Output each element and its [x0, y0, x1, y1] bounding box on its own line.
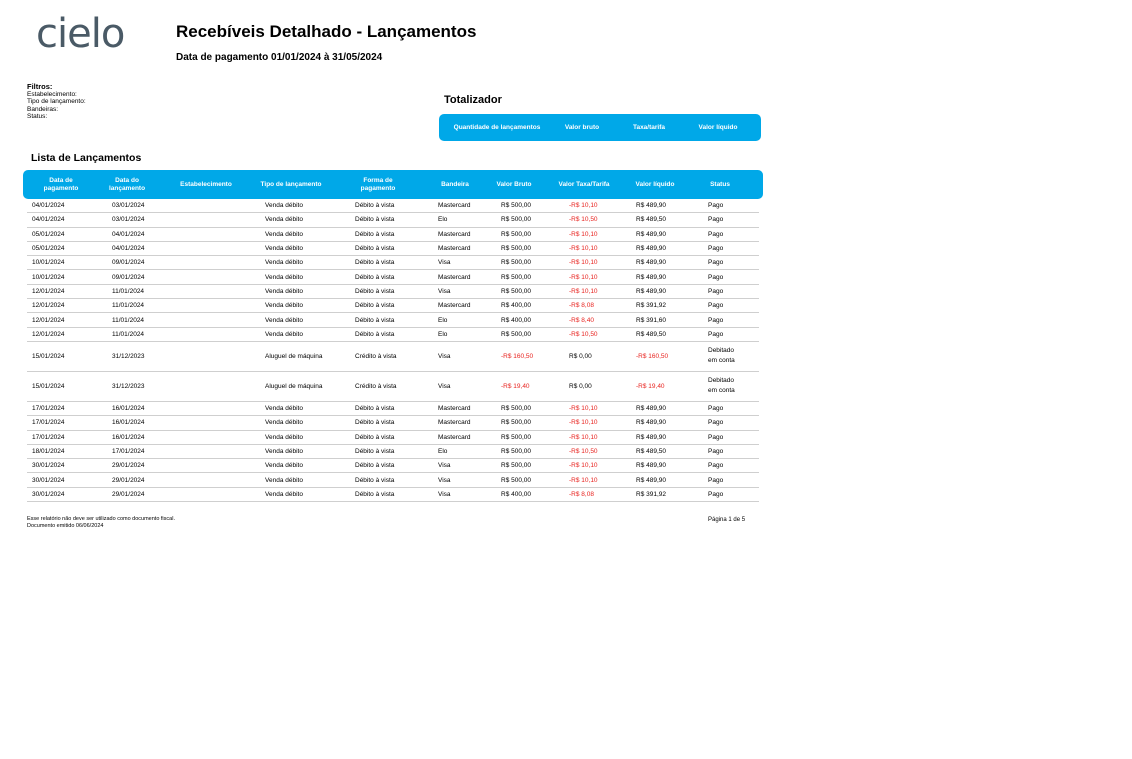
cell-net-value: R$ 489,90	[636, 245, 666, 253]
cell-establishment	[177, 431, 247, 444]
cell-payment-method: Débito à vista	[355, 405, 395, 413]
cell-entry-type: Venda débito	[265, 230, 303, 238]
cell-payment-method: Débito à vista	[355, 490, 395, 498]
issue-date: Documento emitido 06/06/2024	[27, 523, 104, 529]
col-establishment: Estabelecimento	[180, 180, 232, 188]
cell-net-value: R$ 489,90	[636, 230, 666, 238]
cell-gross-value: R$ 500,00	[501, 273, 531, 281]
cell-payment-date: 04/01/2024	[32, 202, 65, 210]
cell-payment-method: Débito à vista	[355, 287, 395, 295]
col-net-value: Valor líquido	[635, 180, 675, 188]
cell-payment-method: Débito à vista	[355, 259, 395, 267]
cell-gross-value: -R$ 160,50	[501, 352, 534, 360]
cell-payment-method: Débito à vista	[355, 230, 395, 238]
cell-payment-method: Débito à vista	[355, 448, 395, 455]
filters-panel	[27, 83, 86, 121]
cell-entry-type: Venda débito	[265, 245, 303, 253]
cell-entry-date: 29/01/2024	[112, 462, 145, 470]
cell-status: Pago	[708, 476, 724, 484]
cell-net-value: R$ 489,90	[636, 287, 666, 295]
cell-establishment	[177, 228, 247, 241]
cell-entry-type: Venda débito	[265, 405, 303, 413]
cell-brand: Visa	[438, 352, 451, 360]
totalizer-title: Totalizador	[444, 94, 502, 106]
cell-status: Pago	[708, 230, 724, 238]
cell-establishment	[177, 416, 247, 429]
cell-net-value: R$ 489,90	[636, 273, 666, 281]
cell-payment-method: Débito à vista	[355, 245, 395, 253]
cell-status: Pago	[708, 448, 724, 455]
cell-gross-value: R$ 400,00	[501, 490, 531, 498]
filter-establishment: Estabelecimento:	[27, 90, 77, 98]
cell-payment-method: Débito à vista	[355, 302, 395, 310]
cell-entry-type: Venda débito	[265, 433, 303, 441]
cell-entry-date: 11/01/2024	[112, 302, 145, 310]
table-header	[23, 170, 763, 199]
cell-entry-type: Venda débito	[265, 259, 303, 267]
transactions-table	[27, 199, 759, 502]
cell-payment-date: 05/01/2024	[32, 230, 65, 238]
cell-brand: Visa	[438, 476, 451, 484]
page-title: Recebíveis Detalhado - Lançamentos	[176, 22, 477, 41]
cell-establishment	[177, 473, 247, 486]
cell-establishment	[177, 285, 247, 298]
cell-net-value: R$ 391,92	[636, 490, 666, 498]
cell-net-value: R$ 489,50	[636, 448, 666, 455]
cell-brand: Elo	[438, 316, 448, 324]
cell-entry-type: Venda débito	[265, 419, 303, 427]
cell-gross-value: R$ 500,00	[501, 419, 531, 427]
cell-net-value: R$ 489,90	[636, 476, 666, 484]
cell-brand: Mastercard	[438, 433, 471, 441]
cell-gross-value: R$ 500,00	[501, 216, 531, 224]
filter-brands: Bandeiras:	[27, 105, 59, 113]
cell-establishment	[177, 270, 247, 283]
cell-net-value: R$ 489,90	[636, 433, 666, 441]
cell-entry-date: 11/01/2024	[112, 287, 145, 295]
cell-payment-date: 30/01/2024	[32, 490, 65, 498]
col-payment-method: Forma de pagamento	[360, 176, 396, 192]
table-row	[27, 242, 759, 256]
cell-net-value: R$ 489,90	[636, 462, 666, 470]
cell-net-value: R$ 489,90	[636, 405, 666, 413]
cell-fee-value: -R$ 10,10	[569, 405, 598, 413]
cell-establishment	[177, 459, 247, 472]
cell-gross-value: R$ 500,00	[501, 462, 531, 470]
cell-payment-date: 04/01/2024	[32, 216, 65, 224]
cell-establishment	[177, 299, 247, 312]
table-row	[27, 473, 759, 487]
cell-payment-date: 18/01/2024	[32, 448, 65, 455]
cell-net-value: R$ 391,92	[636, 302, 666, 310]
cell-gross-value: R$ 500,00	[501, 202, 531, 210]
cell-brand: Elo	[438, 216, 448, 224]
cell-entry-type: Venda débito	[265, 287, 303, 295]
footer-notes	[27, 516, 175, 530]
cell-fee-value: -R$ 10,10	[569, 230, 598, 238]
cell-establishment	[177, 242, 247, 255]
cell-status: Pago	[708, 405, 724, 413]
cell-brand: Visa	[438, 382, 451, 390]
cell-brand: Visa	[438, 259, 451, 267]
cell-fee-value: -R$ 8,08	[569, 490, 594, 498]
cell-fee-value: -R$ 8,08	[569, 302, 594, 310]
cell-status: Debitado em conta	[708, 377, 735, 395]
fiscal-disclaimer: Esse relatório não deve ser utilizado como documento fiscal.	[27, 516, 175, 522]
col-status: Status	[710, 180, 730, 188]
cell-payment-method: Débito à vista	[355, 419, 395, 427]
cell-fee-value: -R$ 10,10	[569, 259, 598, 267]
cell-payment-method: Débito à vista	[355, 476, 395, 484]
cell-brand: Elo	[438, 330, 448, 338]
cell-payment-method: Crédito à vista	[355, 352, 397, 360]
cell-establishment	[177, 445, 247, 458]
cell-payment-method: Crédito à vista	[355, 382, 397, 390]
cell-fee-value: -R$ 10,10	[569, 287, 598, 295]
cell-payment-date: 12/01/2024	[32, 302, 65, 310]
cell-status: Pago	[708, 273, 724, 281]
cell-fee-value: -R$ 10,10	[569, 202, 598, 210]
table-row	[27, 213, 759, 227]
cell-gross-value: R$ 500,00	[501, 405, 531, 413]
cell-entry-date: 04/01/2024	[112, 245, 145, 253]
cell-entry-type: Venda débito	[265, 462, 303, 470]
cell-entry-date: 04/01/2024	[112, 230, 145, 238]
table-row	[27, 299, 759, 313]
cell-entry-date: 31/12/2023	[112, 352, 145, 360]
cell-brand: Mastercard	[438, 419, 471, 427]
cell-net-value: R$ 489,50	[636, 330, 666, 338]
cell-fee-value: -R$ 10,10	[569, 273, 598, 281]
cielo-logo	[36, 9, 124, 59]
cell-entry-date: 31/12/2023	[112, 382, 145, 390]
cell-entry-date: 11/01/2024	[112, 330, 145, 338]
page-number: Página 1 de 5	[708, 517, 746, 523]
table-row	[27, 459, 759, 473]
table-row	[27, 342, 759, 372]
cell-entry-date: 17/01/2024	[112, 448, 145, 455]
cell-establishment	[177, 372, 247, 401]
col-gross-value: Valor Bruto	[496, 180, 532, 188]
cell-payment-date: 12/01/2024	[32, 287, 65, 295]
cell-gross-value: R$ 500,00	[501, 448, 531, 455]
cell-payment-date: 15/01/2024	[32, 352, 65, 360]
table-row	[27, 285, 759, 299]
cell-net-value: -R$ 19,40	[636, 382, 665, 390]
cell-payment-date: 17/01/2024	[32, 419, 65, 427]
col-entry-type: Tipo de lançamento	[260, 180, 322, 188]
col-payment-date: Data de pagamento	[43, 176, 79, 192]
cell-entry-type: Venda débito	[265, 216, 303, 224]
cell-gross-value: R$ 500,00	[501, 245, 531, 253]
cell-gross-value: R$ 500,00	[501, 433, 531, 441]
cell-net-value: R$ 489,90	[636, 202, 666, 210]
cell-entry-date: 09/01/2024	[112, 259, 145, 267]
cell-payment-date: 12/01/2024	[32, 330, 65, 338]
cell-payment-date: 05/01/2024	[32, 245, 65, 253]
list-title: Lista de Lançamentos	[31, 152, 142, 164]
cell-payment-date: 12/01/2024	[32, 316, 65, 324]
cell-status: Pago	[708, 302, 724, 310]
cell-gross-value: R$ 500,00	[501, 287, 531, 295]
cell-payment-method: Débito à vista	[355, 330, 395, 338]
cell-status: Pago	[708, 433, 724, 441]
cell-establishment	[177, 488, 247, 501]
table-row	[27, 256, 759, 270]
cell-payment-date: 17/01/2024	[32, 405, 65, 413]
cell-brand: Mastercard	[438, 202, 471, 210]
cell-establishment	[177, 313, 247, 326]
totalizer-col-net: Valor líquido	[698, 124, 738, 131]
cell-entry-date: 03/01/2024	[112, 216, 145, 224]
cell-brand: Mastercard	[438, 245, 471, 253]
cell-status: Pago	[708, 287, 724, 295]
cell-status: Pago	[708, 316, 724, 324]
cell-brand: Mastercard	[438, 302, 471, 310]
cell-entry-type: Venda débito	[265, 302, 303, 310]
cell-net-value: R$ 489,90	[636, 259, 666, 267]
cell-entry-type: Venda débito	[265, 273, 303, 281]
cell-payment-method: Débito à vista	[355, 202, 395, 210]
cell-net-value: R$ 489,50	[636, 216, 666, 224]
cell-payment-date: 10/01/2024	[32, 273, 65, 281]
cell-brand: Visa	[438, 287, 451, 295]
cell-entry-type: Aluguel de máquina	[265, 352, 323, 360]
cell-gross-value: R$ 400,00	[501, 316, 531, 324]
cell-entry-type: Venda débito	[265, 490, 303, 498]
cell-payment-date: 15/01/2024	[32, 382, 65, 390]
cell-entry-date: 29/01/2024	[112, 476, 145, 484]
cell-fee-value: -R$ 10,10	[569, 419, 598, 427]
cell-entry-type: Venda débito	[265, 448, 303, 455]
cell-entry-type: Venda débito	[265, 316, 303, 324]
table-row	[27, 416, 759, 430]
cell-status: Pago	[708, 490, 724, 498]
cell-entry-type: Venda débito	[265, 476, 303, 484]
cell-brand: Visa	[438, 462, 451, 470]
table-row	[27, 313, 759, 327]
cell-payment-method: Débito à vista	[355, 462, 395, 470]
cell-payment-method: Débito à vista	[355, 216, 395, 224]
cell-gross-value: R$ 500,00	[501, 259, 531, 267]
cell-entry-date: 11/01/2024	[112, 316, 145, 324]
filters-title: Filtros:	[27, 82, 53, 91]
cell-status: Debitado em conta	[708, 347, 735, 365]
cell-brand: Elo	[438, 448, 448, 455]
cell-payment-date: 10/01/2024	[32, 259, 65, 267]
cell-entry-type: Venda débito	[265, 202, 303, 210]
cell-net-value: -R$ 160,50	[636, 352, 669, 360]
cell-gross-value: R$ 500,00	[501, 230, 531, 238]
cell-fee-value: R$ 0,00	[569, 382, 592, 390]
cell-status: Pago	[708, 245, 724, 253]
cell-entry-date: 29/01/2024	[112, 490, 145, 498]
cell-brand: Mastercard	[438, 405, 471, 413]
cell-establishment	[177, 328, 247, 341]
col-entry-date: Data do lançamento	[108, 176, 146, 192]
cell-net-value: R$ 489,90	[636, 419, 666, 427]
cell-establishment	[177, 213, 247, 226]
page-subtitle: Data de pagamento 01/01/2024 à 31/05/2024	[176, 52, 383, 63]
cell-gross-value: -R$ 19,40	[501, 382, 530, 390]
cell-fee-value: -R$ 10,10	[569, 245, 598, 253]
cell-payment-date: 17/01/2024	[32, 433, 65, 441]
cell-status: Pago	[708, 419, 724, 427]
cell-fee-value: -R$ 10,50	[569, 330, 598, 338]
cell-establishment	[177, 256, 247, 269]
cell-entry-type: Venda débito	[265, 330, 303, 338]
table-row	[27, 270, 759, 284]
cell-payment-method: Débito à vista	[355, 433, 395, 441]
cell-fee-value: -R$ 10,50	[569, 216, 598, 224]
cell-fee-value: -R$ 10,10	[569, 433, 598, 441]
cell-brand: Mastercard	[438, 273, 471, 281]
cell-entry-type: Aluguel de máquina	[265, 382, 323, 390]
cell-entry-date: 16/01/2024	[112, 405, 145, 413]
cell-payment-method: Débito à vista	[355, 316, 395, 324]
cell-fee-value: -R$ 8,40	[569, 316, 594, 324]
cell-establishment	[177, 402, 247, 415]
filter-entry-type: Tipo de lançamento:	[27, 98, 86, 105]
cell-status: Pago	[708, 462, 724, 470]
cell-payment-method: Débito à vista	[355, 273, 395, 281]
totalizer-header	[439, 114, 761, 141]
table-row	[27, 445, 759, 459]
cell-status: Pago	[708, 259, 724, 267]
col-brand: Bandeira	[441, 180, 469, 188]
col-fee-value: Valor Taxa/Tarifa	[558, 180, 610, 188]
totalizer-col-gross: Valor bruto	[564, 124, 600, 131]
cell-gross-value: R$ 400,00	[501, 302, 531, 310]
cell-establishment	[177, 199, 247, 212]
filter-status: Status:	[27, 113, 48, 120]
cell-gross-value: R$ 500,00	[501, 476, 531, 484]
cell-status: Pago	[708, 202, 724, 210]
totalizer-col-fee: Taxa/tarifa	[632, 124, 666, 131]
cell-gross-value: R$ 500,00	[501, 330, 531, 338]
cell-entry-date: 16/01/2024	[112, 433, 145, 441]
cell-fee-value: -R$ 10,10	[569, 462, 598, 470]
table-row	[27, 488, 759, 502]
cell-establishment	[177, 342, 247, 371]
cell-payment-date: 30/01/2024	[32, 462, 65, 470]
cell-brand: Visa	[438, 490, 451, 498]
table-row	[27, 372, 759, 402]
table-row	[27, 328, 759, 342]
cell-entry-date: 09/01/2024	[112, 273, 145, 281]
logo-text: cielo	[36, 11, 125, 57]
cell-fee-value: -R$ 10,50	[569, 448, 598, 455]
cell-status: Pago	[708, 330, 724, 338]
cell-payment-date: 30/01/2024	[32, 476, 65, 484]
cell-fee-value: R$ 0,00	[569, 352, 592, 360]
cell-entry-date: 16/01/2024	[112, 419, 145, 427]
cell-fee-value: -R$ 10,10	[569, 476, 598, 484]
cell-brand: Mastercard	[438, 230, 471, 238]
cell-status: Pago	[708, 216, 724, 224]
table-row	[27, 402, 759, 416]
cell-entry-date: 03/01/2024	[112, 202, 145, 210]
cell-net-value: R$ 391,60	[636, 316, 666, 324]
totalizer-col-count: Quantidade de lançamentos	[453, 124, 541, 131]
table-row	[27, 228, 759, 242]
table-row	[27, 431, 759, 445]
table-row	[27, 199, 759, 213]
